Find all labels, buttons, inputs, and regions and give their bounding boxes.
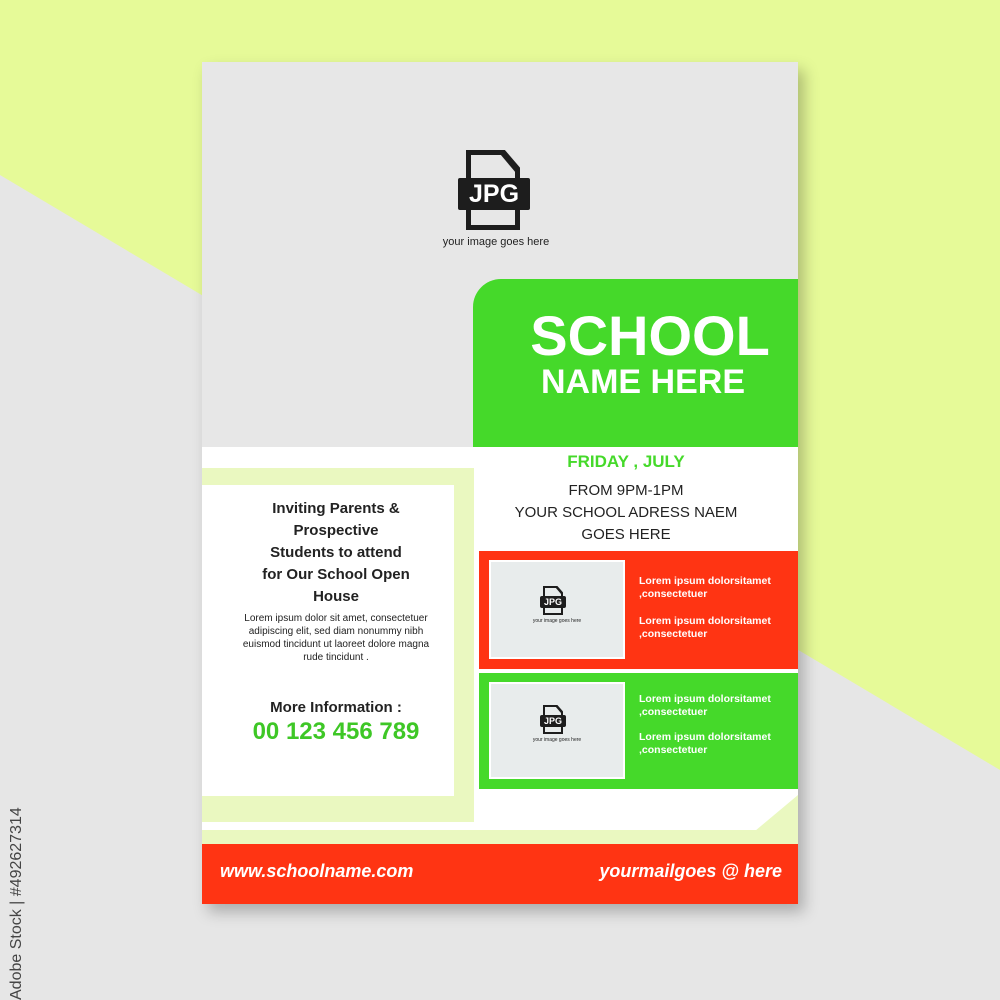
event-date: FRIDAY , JULY <box>567 452 685 471</box>
invite-heading-line5: House <box>313 588 359 605</box>
feature-2-text-2a: Lorem ipsum dolorsitamet <box>639 731 771 743</box>
jpg-file-icon <box>540 705 568 735</box>
jpg-icon-label: JPG <box>540 596 566 608</box>
school-name-line2: NAME HERE <box>540 363 746 401</box>
accent-strip <box>202 830 798 844</box>
stock-id-label: Adobe Stock | #492627314 <box>8 807 25 1000</box>
feature-1-image-caption: your image goes here <box>532 618 582 624</box>
invite-heading-line3: Students to attend <box>270 544 402 561</box>
invite-body-line1: Lorem ipsum dolor sit amet, consectetuer <box>244 613 428 624</box>
feature-1-text-2b: ,consectetuer <box>639 628 708 640</box>
jpg-file-icon <box>540 586 568 616</box>
invite-heading-line1: Inviting Parents & <box>272 500 400 517</box>
school-name-line1: SCHOOL <box>530 304 770 367</box>
feature-2-text-1b: ,consectetuer <box>639 706 708 718</box>
feature-1-text-2a: Lorem ipsum dolorsitamet <box>639 615 771 627</box>
feature-2-text-1a: Lorem ipsum dolorsitamet <box>639 693 771 705</box>
feature-2-text-2 <box>639 731 794 757</box>
jpg-icon-label: JPG <box>540 715 566 727</box>
event-address-line2: GOES HERE <box>581 526 671 543</box>
jpg-icon-label: JPG <box>458 178 530 210</box>
email-link[interactable]: yourmailgoes @ here <box>599 861 782 881</box>
invite-heading-line4: for Our School Open <box>262 566 410 583</box>
feature-2-text-2b: ,consectetuer <box>639 744 708 756</box>
feature-1-text-1a: Lorem ipsum dolorsitamet <box>639 575 771 587</box>
feature-1-text-1 <box>639 575 794 601</box>
invite-body-line3: euismod tincidunt ut laoreet dolore magna <box>242 639 430 650</box>
feature-2-image-caption: your image goes here <box>532 737 582 743</box>
feature-1-text-2 <box>639 615 794 641</box>
invite-body-line4: rude tincidunt . <box>303 652 369 663</box>
jpg-file-icon <box>458 150 534 232</box>
invite-body-line2: adipiscing elit, sed diam nonummy nibh <box>248 626 424 637</box>
feature-2-text-1 <box>639 693 794 719</box>
invite-heading-line2: Prospective <box>293 522 379 539</box>
feature-1-text-1b: ,consectetuer <box>639 588 708 600</box>
event-address-line1: YOUR SCHOOL ADRESS NAEM <box>514 504 738 521</box>
flyer <box>202 62 798 904</box>
event-time: FROM 9PM-1PM <box>568 482 684 499</box>
image-caption: your image goes here <box>442 236 550 248</box>
website-link[interactable]: www.schoolname.com <box>220 861 414 881</box>
phone-number: 00 123 456 789 <box>252 718 420 745</box>
more-info-label: More Information : <box>270 699 402 716</box>
